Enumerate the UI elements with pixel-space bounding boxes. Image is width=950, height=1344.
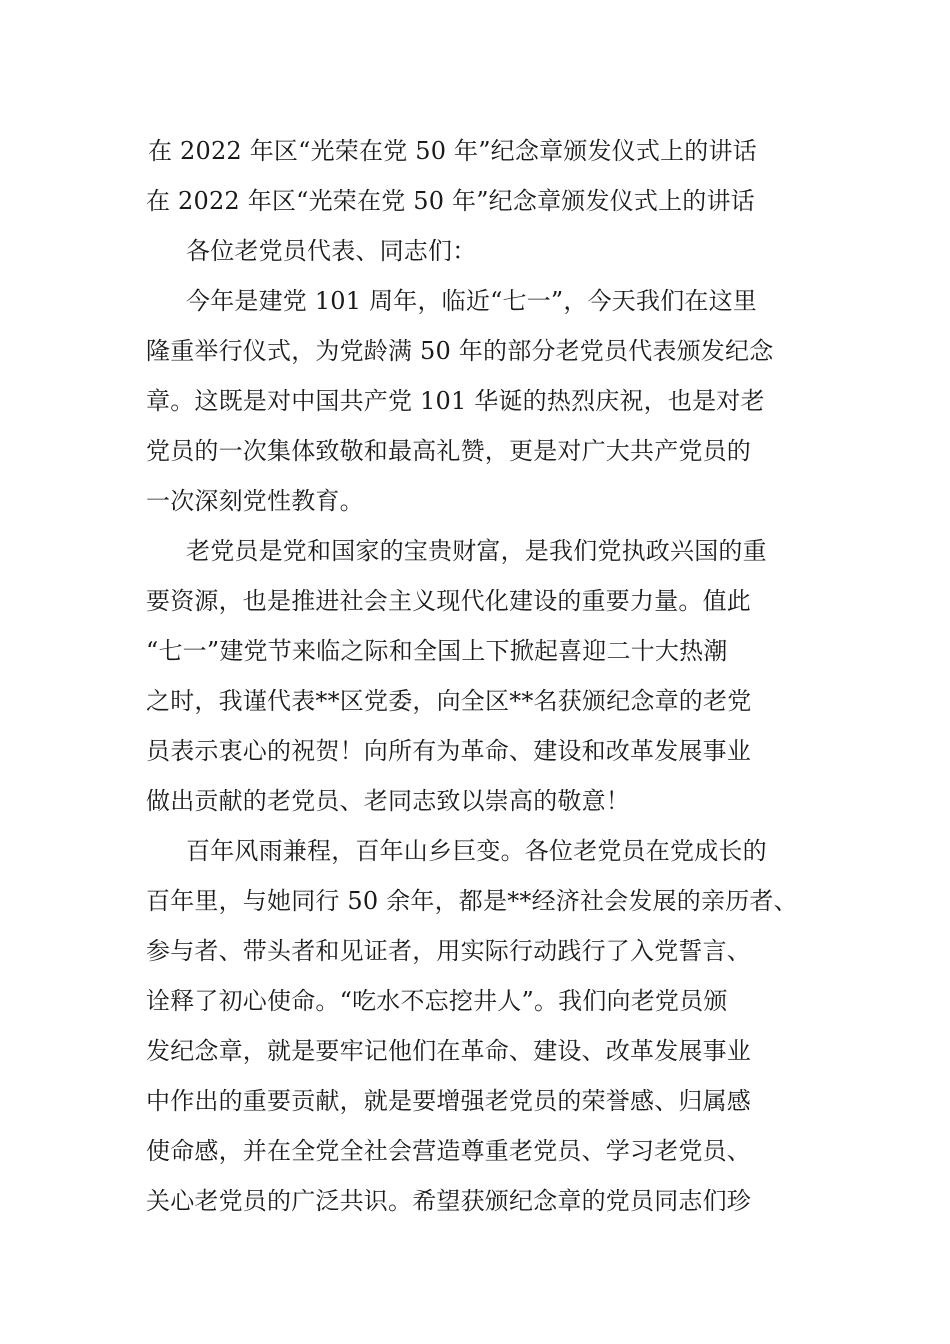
paragraph-1-line-2: 隆重举行仪式，为党龄满 50 年的部分老党员代表颁发纪念 <box>146 337 774 365</box>
document-title-line-2: 在 2022 年区“光荣在党 50 年”纪念章颁发仪式上的讲话 <box>146 187 755 215</box>
paragraph-2-line-4: 之时，我谨代表**区党委，向全区**名获颁纪念章的老党 <box>146 687 752 715</box>
paragraph-3-line-1: 百年风雨兼程，百年山乡巨变。各位老党员在党成长的 <box>186 837 767 865</box>
paragraph-1-line-1: 今年是建党 101 周年，临近“七一”，今天我们在这里 <box>186 287 758 315</box>
paragraph-3-line-2: 百年里，与她同行 50 余年，都是**经济社会发展的亲历者、 <box>146 887 798 915</box>
paragraph-2-line-5: 员表示衷心的祝贺！向所有为革命、建设和改革发展事业 <box>146 737 751 765</box>
paragraph-3-line-5: 发纪念章，就是要牢记他们在革命、建设、改革发展事业 <box>146 1037 751 1065</box>
paragraph-2-line-2: 要资源，也是推进社会主义现代化建设的重要力量。值此 <box>146 587 751 615</box>
paragraph-2-line-3: “七一”建党节来临之际和全国上下掀起喜迎二十大热潮 <box>146 637 728 665</box>
paragraph-1-line-3: 章。这既是对中国共产党 101 华诞的热烈庆祝，也是对老 <box>146 387 765 415</box>
paragraph-2-line-6: 做出贡献的老党员、老同志致以崇高的敬意！ <box>146 787 630 815</box>
paragraph-1-line-5: 一次深刻党性教育。 <box>146 487 364 515</box>
document-title-line-1: 在 2022 年区“光荣在党 50 年”纪念章颁发仪式上的讲话 <box>148 137 757 165</box>
greeting: 各位老党员代表、同志们： <box>186 237 477 265</box>
paragraph-3-line-8: 关心老党员的广泛共识。希望获颁纪念章的党员同志们珍 <box>146 1187 751 1215</box>
paragraph-2-line-1: 老党员是党和国家的宝贵财富，是我们党执政兴国的重 <box>186 537 767 565</box>
paragraph-3-line-6: 中作出的重要贡献，就是要增强老党员的荣誉感、归属感 <box>146 1087 751 1115</box>
paragraph-3-line-4: 诠释了初心使命。“吃水不忘挖井人”。我们向老党员颁 <box>146 987 728 1015</box>
paragraph-3-line-3: 参与者、带头者和见证者，用实际行动践行了入党誓言、 <box>146 937 751 965</box>
paragraph-1-line-4: 党员的一次集体致敬和最高礼赞，更是对广大共产党员的 <box>146 437 751 465</box>
paragraph-3-line-7: 使命感，并在全党全社会营造尊重老党员、学习老党员、 <box>146 1137 751 1165</box>
